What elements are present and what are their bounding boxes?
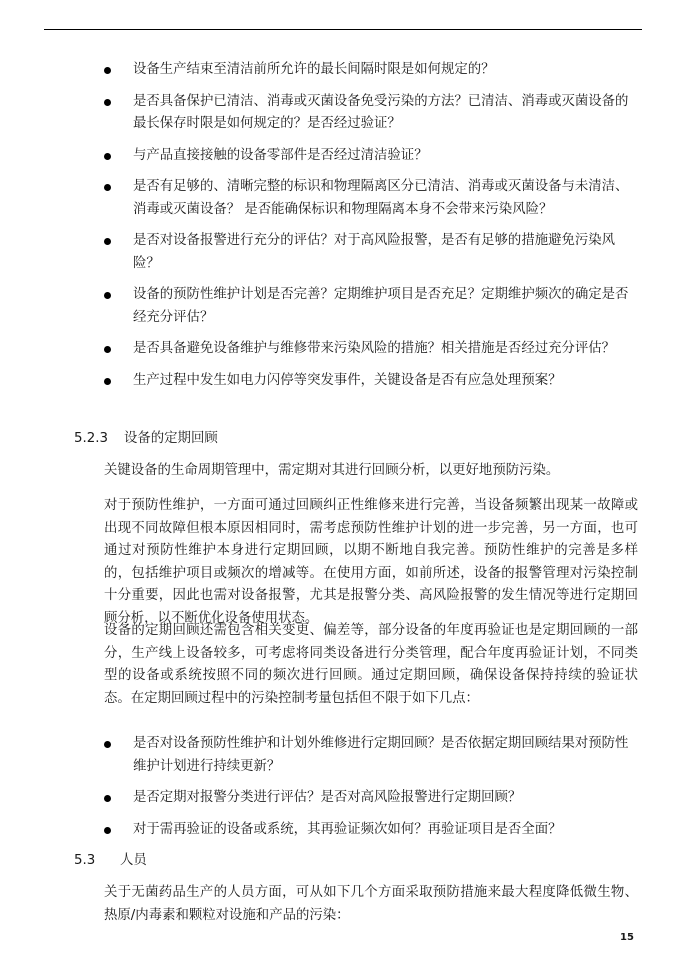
section-heading-5-2-3: 5.2.3 设备的定期回顾 [74, 431, 218, 446]
bullet-icon [104, 741, 111, 748]
paragraph: 对于预防性维护，一方面可通过回顾纠正性维修来进行完善，当设备频繁出现某一故障或出现不同故障但根本原因相同时，需考虑预防性维护计划的进一步完善，另一方面，也可通过对预防性维护本身进行定期回顾，以期不断地自我完善。预防性维护的完善是多样的，包括维护项目或频次的增减等。在使用方面，如前所述，设备的报警管理对污染控制十分重要，因此也需对设备报警，尤其是报警分类、高风险报警的发生情况等进行定期回顾分析，以不断优化设备使用状态。 [104, 498, 638, 626]
list-item: 是否有足够的、清晰完整的标识和物理隔离区分已清洁、消毒或灭菌设备与未清洁、消毒或灭菌设备？ 是否能确保标识和物理隔离本身不会带来污染风险？ [0, 176, 687, 221]
section-heading-5-3: 5.3 人员 [74, 853, 147, 868]
list-item: 设备的预防性维护计划是否完善？定期维护项目是否充足？定期维护频次的确定是否经充分评估？ [0, 284, 687, 329]
bullet-icon [104, 378, 111, 385]
page-number: 15 [620, 932, 634, 943]
list-item: 生产过程中发生如电力闪停等突发事件，关键设备是否有应急处理预案？ [0, 370, 687, 393]
list-item: 是否对设备报警进行充分的评估？对于高风险报警，是否有足够的措施避免污染风险？ [0, 230, 687, 275]
bullet-icon [104, 238, 111, 245]
bullet-icon [104, 99, 111, 106]
paragraph: 设备的定期回顾还需包含相关变更、偏差等，部分设备的年度再验证也是定期回顾的一部分，生产线上设备较多，可考虑将同类设备进行分类管理，配合年度再验证计划，不同类型的设备或系统按照不同的频次进行回顾。通过定期回顾，确保设备保持持续的验证状态。在定期回顾过程中的污染控制考量包括但不限于如下几点： [104, 623, 638, 706]
bullet-icon [104, 827, 111, 834]
paragraph: 关键设备的生命周期管理中，需定期对其进行回顾分析，以更好地预防污染。 [104, 463, 560, 478]
list-item: 是否具备保护已清洁、消毒或灭菌设备免受污染的方法？已清洁、消毒或灭菌设备的最长保存时限是如何规定的？是否经过验证？ [0, 91, 687, 136]
list-item: 与产品直接接触的设备零部件是否经过清洁验证？ [0, 145, 687, 168]
header-rule [44, 29, 642, 30]
paragraph: 关于无菌药品生产的人员方面，可从如下几个方面采取预防措施来最大程度降低微生物、热原/内毒素和颗粒对设施和产品的污染： [104, 885, 638, 923]
list-item: 是否定期对报警分类进行评估？是否对高风险报警进行定期回顾？ [0, 787, 687, 810]
bullet-icon [104, 292, 111, 299]
bullet-icon [104, 67, 111, 74]
bullet-icon [104, 346, 111, 353]
bullet-icon [104, 795, 111, 802]
list-item: 是否对设备预防性维护和计划外维修进行定期回顾？是否依据定期回顾结果对预防性维护计划进行持续更新？ [0, 733, 687, 778]
list-item: 是否具备避免设备维护与维修带来污染风险的措施？相关措施是否经过充分评估？ [0, 338, 687, 361]
list-item: 对于需再验证的设备或系统，其再验证频次如何？再验证项目是否全面？ [0, 819, 687, 842]
bullet-icon [104, 153, 111, 160]
checklist-review [0, 733, 687, 850]
list-item: 设备生产结束至清洁前所允许的最长间隔时限是如何规定的？ [0, 59, 687, 82]
checklist-equipment [0, 59, 687, 401]
bullet-icon [104, 184, 111, 191]
